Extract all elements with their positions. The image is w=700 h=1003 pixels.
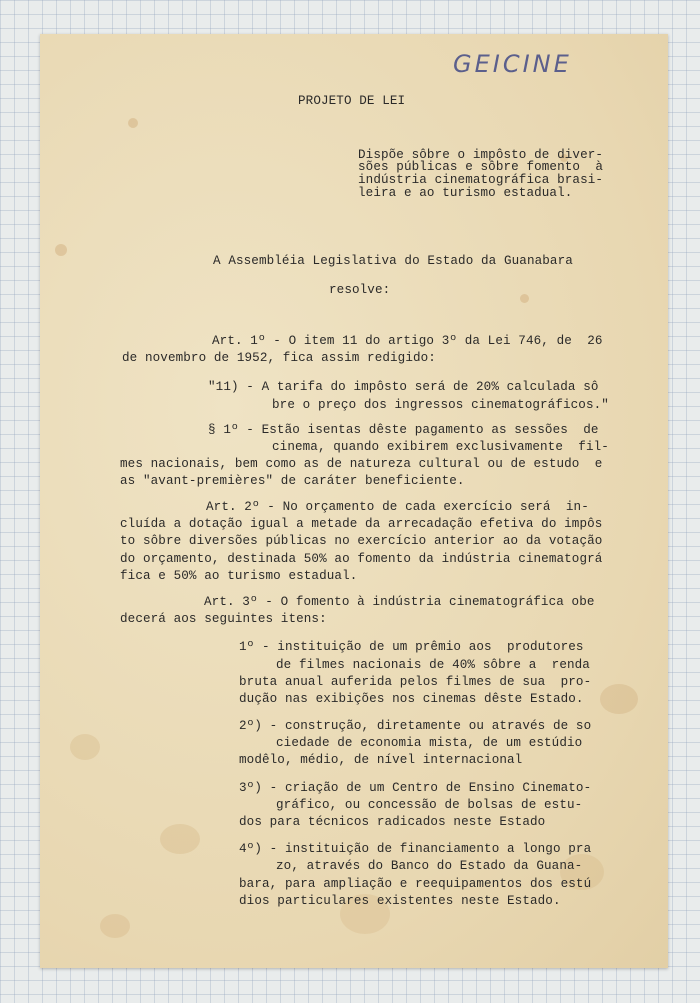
typed-document-page: GEICINE PROJETO DE LEI Dispõe sôbre o impôsto de diver- sões públicas e sôbre fomento à indústria cinematográfica brasi- leira e ao turismo estadual. A Assembléia Legislativa do Estado da Guanabara resolve: Art. 1º - O item 11 do artigo 3º da Lei 746, de 26 de novembro de 1952, fica assim redigido: "11) - A tarifa do impôsto será de 20% calculada sô bre o preço dos ingressos cinematográficos." § 1º - Estão isentas dêste pagamento as sessões de cinema, quando exibirem exclusivamente fil- mes nacionais, bem como as de natureza cultural ou de estudo e as "avant-premières" de caráter beneficiente. Art. 2º - No orçamento de cada exercício será in- cluída a dotação igual a metade da arrecadação efetiva do impôs to sôbre diversões públicas no exercício anterior ao da votação do orçamento, destinada 50% ao fomento da indústria cinematográ fica e 50% ao turismo estadual. Art. 3º - O fomento à indústria cinematográfica obe decerá aos seguintes itens: 1º - instituição de um prêmio aos produtores de filmes nacionais de 40% sôbre a renda bruta anual auferida pelos filmes de sua pro- dução nas exibições nos cinemas dêste Estado. 2º) - construção, diretamente ou através de so ciedade de economia mista, de um estúdio modêlo, médio, de nível internacional 3º) - criação de um Centro de Ensino Cinemato- gráfico, ou concessão de bolsas de estu- dos para técnicos radicados neste Estado 4º) - instituição de financiamento a longo pra zo, através do Banco do Estado da Guana- bara, para ampliação e reequipamentos dos estú dios particulares existentes neste Estado.	[40, 34, 668, 968]
summary-line: Dispõe sôbre o impôsto de diver-	[358, 148, 604, 162]
resolve-label: resolve:	[329, 283, 391, 297]
summary-line: indústria cinematográfica brasi-	[358, 173, 604, 187]
handwritten-note: GEICINE	[453, 50, 572, 78]
summary-line: sões públicas e sôbre fomento à	[358, 160, 604, 174]
assembly-heading: A Assembléia Legislativa do Estado da Guanabara	[213, 254, 573, 268]
document-title: PROJETO DE LEI	[298, 94, 406, 108]
summary-line: leira e ao turismo estadual.	[358, 186, 573, 200]
